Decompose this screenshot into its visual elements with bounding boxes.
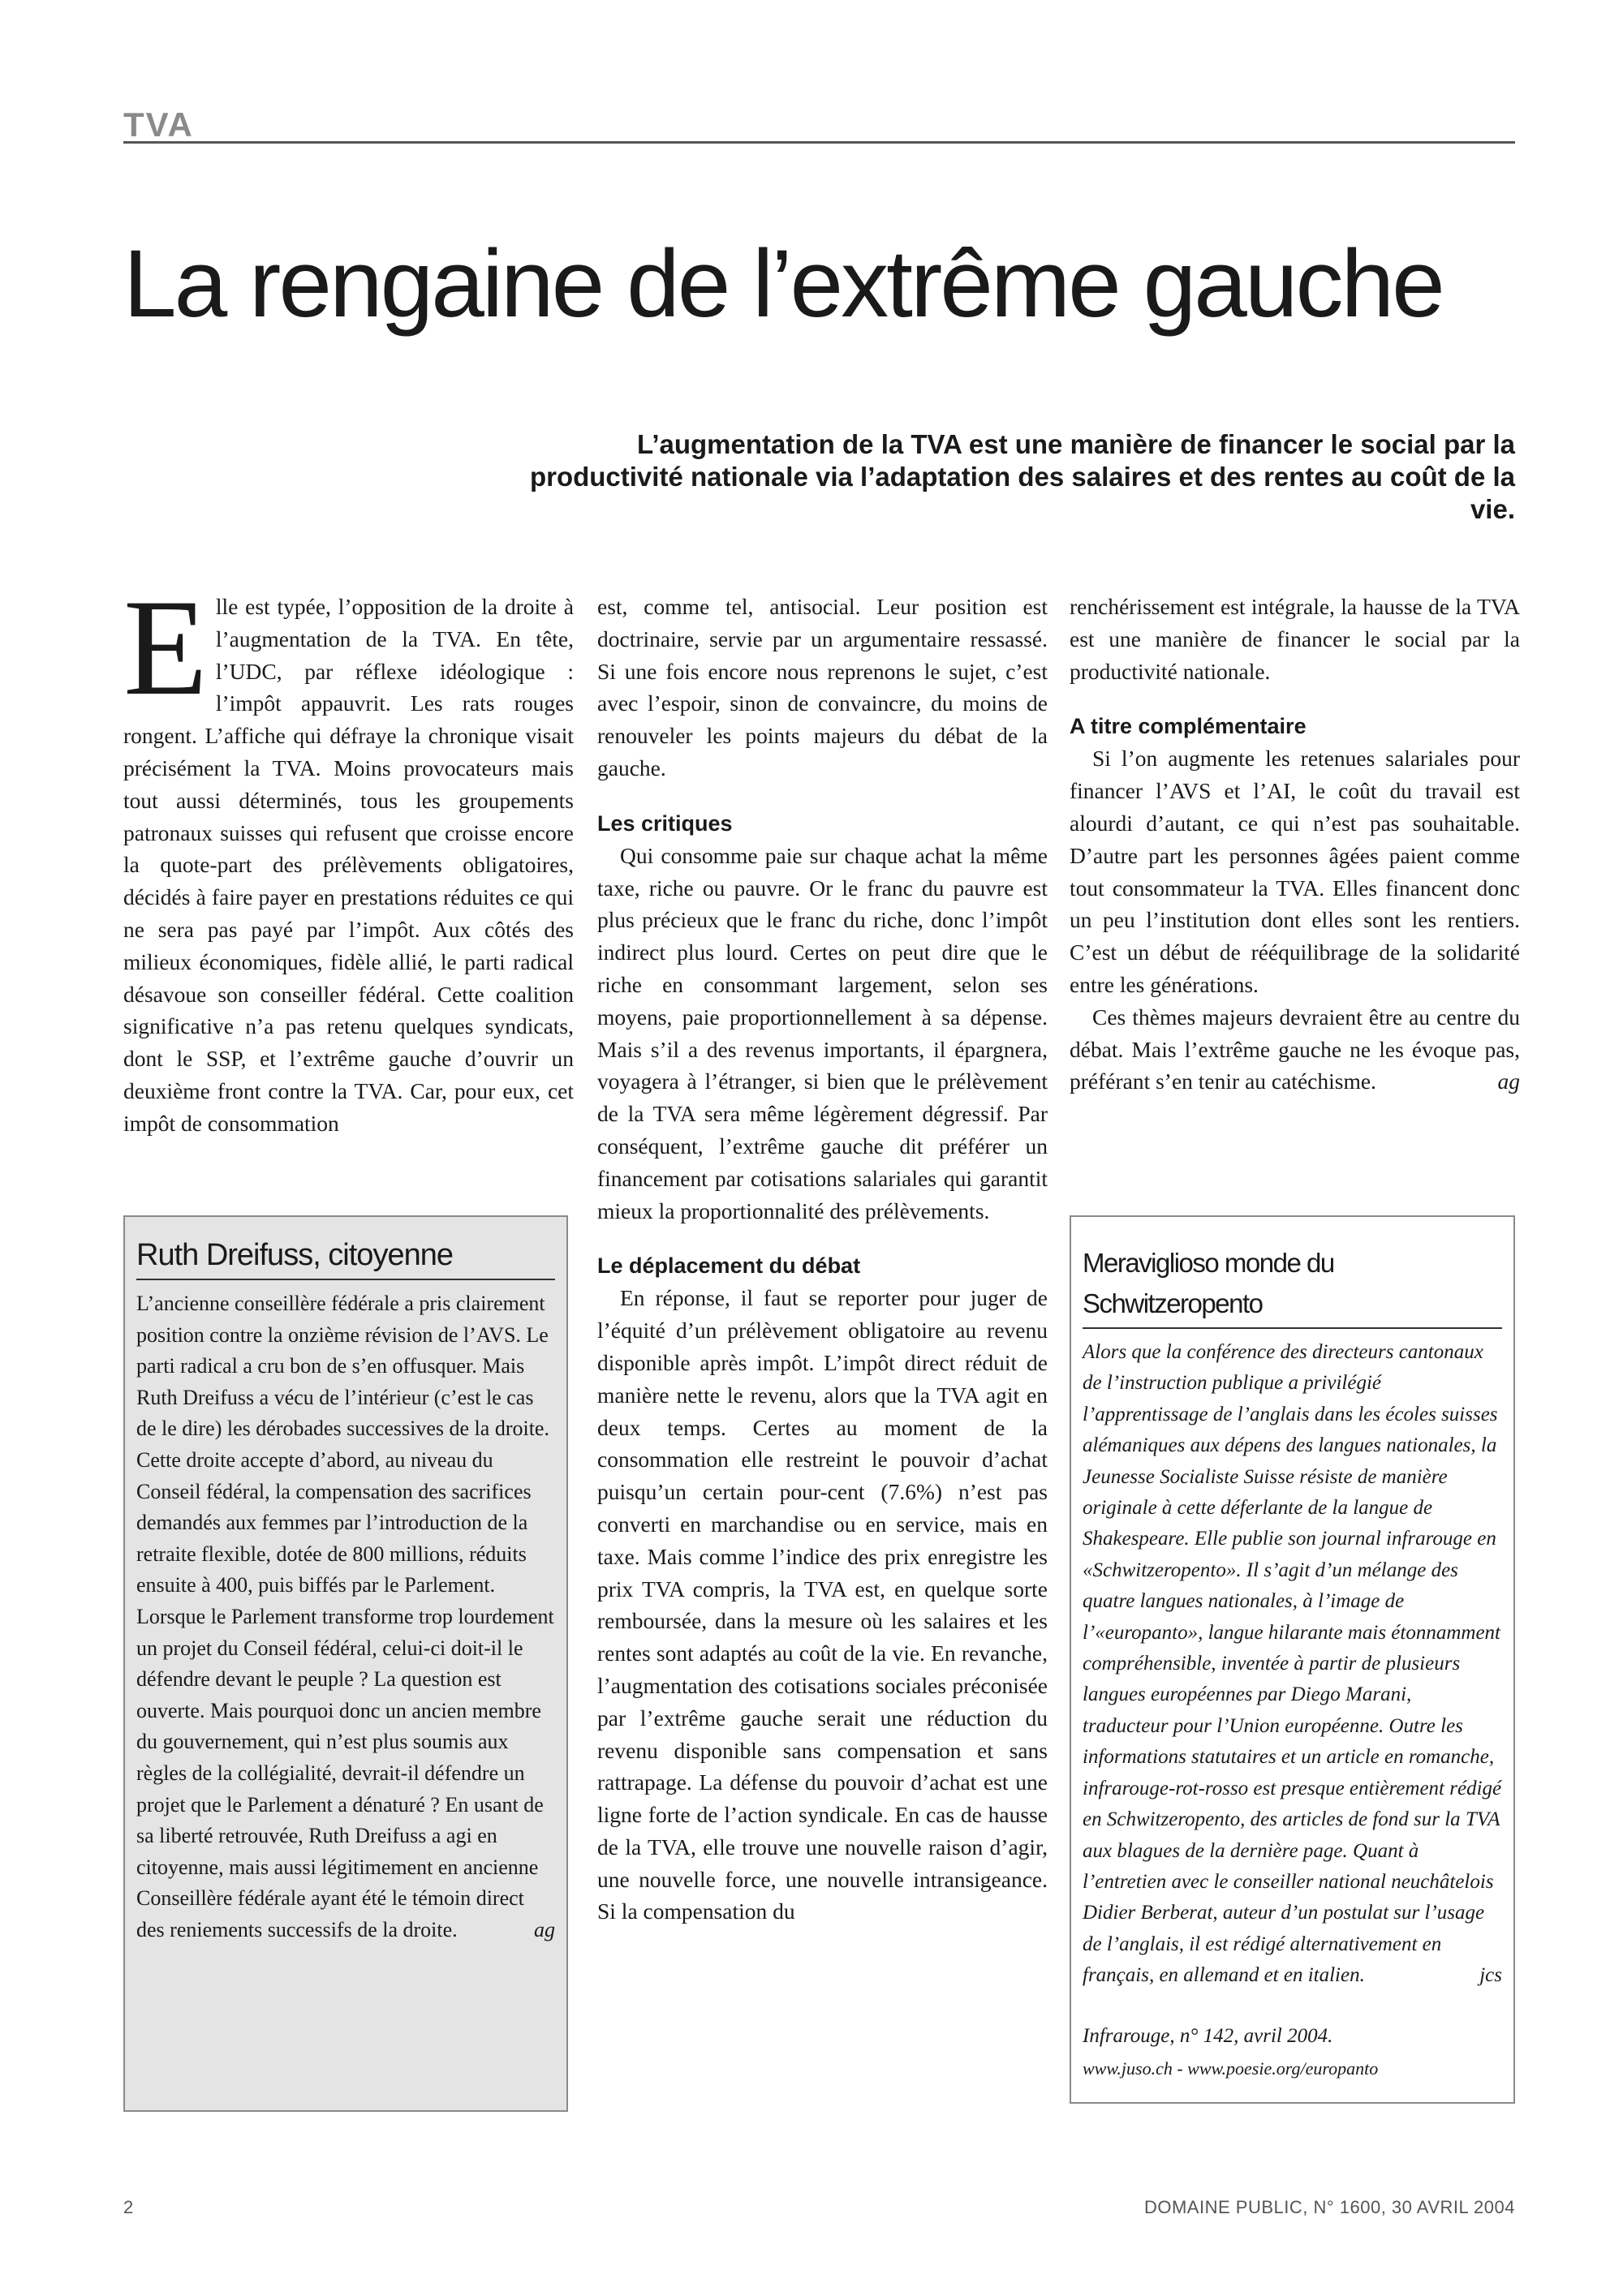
drop-cap: E bbox=[123, 571, 208, 724]
sidebar-1-signature: ag bbox=[534, 1917, 555, 1941]
paragraph-deplacement: En réponse, il faut se reporter pour juger de l’équité d’un prélèvement obligatoire au revenu disponible après impôt. L’impôt direct réduit de manière nette le revenu, alors que la TVA agit en deux temps. Certes au moment de la consommation elle restreint le pouvoir d’achat puisqu’un certain pour-cent (7.6%) n’est pas converti en marchandise ou en service, mais en taxe. Mais comme l’indice des prix enregistre les prix TVA compris, la TVA est, en quelque sorte remboursée, dans la mesure où les salaires et les rentes sont adaptés au coût de la vie. En revanche, l’augmentation des cotisations sociales préconisée par l’extrême gauche serait une réduction du revenu disponible sans compensation et sans rattrapage. La défense du pouvoir d’achat est une ligne forte de l’action syndicale. En cas de hausse de la TVA, elle trouve une nouvelle raison d’agir, une nouvelle force, une nouvelle intransigeance. Si la compensation du bbox=[597, 1285, 1048, 1924]
section-label: TVA bbox=[123, 105, 194, 144]
article-lead: L’augmentation de la TVA est une manière de financer le social par la productivité nationale via l’adaptation des salaires et des rentes au coût de la vie. bbox=[529, 429, 1515, 524]
sidebar-1-title: Ruth Dreifuss, citoyenne bbox=[136, 1235, 555, 1280]
article-signature: ag bbox=[1497, 1068, 1520, 1094]
article-column-2 bbox=[597, 591, 1048, 1928]
subhead-critiques: Les critiques bbox=[597, 810, 733, 836]
paragraph-conclusion-text: Ces thèmes majeurs devraient être au centre du débat. Mais l’extrême gauche ne les évoque pas, préférant s’en tenir au catéchisme. bbox=[1070, 1004, 1520, 1094]
subhead-complementaire: A titre complémentaire bbox=[1070, 714, 1307, 739]
sidebar-2-text bbox=[1083, 1337, 1502, 1992]
article-column-1 bbox=[123, 571, 574, 1140]
sidebar-2-title: Meraviglioso monde du Schwitzeropento bbox=[1083, 1243, 1502, 1329]
paragraph-conclusion bbox=[1070, 1001, 1520, 1098]
sidebar-1-body: L’ancienne conseillère fédérale a pris clairement position contre la onzième révision de l’AVS. Le parti radical a cru bon de s’en offusquer. Mais Ruth Dreifuss a vécu de l’intérieur (c’est le cas de le dire) les dérobades successives de la droite. Cette droite accepte d’abord, au niveau du Conseil fédéral, la compensation des sacrifices demandés aux femmes par l’introduction de la retraite flexible, dotée de 800 millions, réduits ensuite à 400, puis biffés par le Parlement. Lorsque le Parlement transforme trop lourdement un projet du Conseil fédéral, celui-ci doit-il le défendre devant le peuple ? La question est ouverte. Mais pourquoi donc un ancien membre du gouvernement, qui n’est plus soumis aux règles de la collégialité, devrait-il défendre un projet que le Parlement a dénaturé ? En usant de sa liberté retrouvée, Ruth Dreifuss a agi en citoyenne, mais aussi légitimement en ancienne Conseillère fédérale ayant été le témoin direct des reniements successifs de la droite. bbox=[136, 1292, 554, 1941]
paragraph-complementaire: Si l’on augmente les retenues salariales pour financer l’AVS et l’AI, le coût du travail est alourdi d’autant, ce qui n’est pas souhaitable. D’autre part les personnes âgées paient comme tout consommateur la TVA. Elles financent donc un peu l’institution dont elles sont les rentiers. C’est un début de rééquilibrage de la solidarité entre les générations. bbox=[1070, 746, 1520, 997]
paragraph-intro bbox=[123, 571, 574, 1140]
sidebar-2-links[interactable]: www.juso.ch - www.poesie.org/europanto bbox=[1083, 2057, 1379, 2079]
paragraph-renchérissement: renchérissement est intégrale, la hausse de la TVA est une manière de financer le social par la productivité nationale. bbox=[1070, 594, 1520, 684]
paragraph-continued: est, comme tel, antisocial. Leur position est doctrinaire, servie par un argumentaire ressassé. Si une fois encore nous reprenons le sujet, c’est avec l’espoir, sinon de convaincre, du moins de renouveler les points majeurs du débat de la gauche. bbox=[597, 594, 1048, 780]
page-number: 2 bbox=[123, 2197, 134, 2217]
sidebar-schwitzeropento bbox=[1070, 1215, 1515, 2104]
sidebar-2-body: Alors que la conférence des directeurs cantonaux de l’instruction publique a privilégié l’apprentissage de l’anglais dans les écoles suisses alémaniques aux dépens des langues nationales, la Jeunesse Socialiste Suisse résiste de manière originale à cette déferlante de la langue de Shakespeare. Elle publie son journal infrarouge en «Schwitzeropento». Il s’agit d’un mélange des quatre langues nationales, à l’image de l’«europanto», langue hilarante mais étonnamment compréhensible, inventée à partir de plusieurs langues européennes par Diego Marani, traducteur pour l’Union européenne. Outre les informations statutaires et un article en romanche, infrarouge-rot-rosso est presque entièrement rédigé en Schwitzeropento, des articles de fond sur la TVA aux blagues de la dernière page. Quant à l’entretien avec le conseiller national neuchâtelois Didier Berberat, auteur d’un postulat sur l’usage de l’anglais, il est rédigé alternativement en français, en allemand et en italien. bbox=[1083, 1341, 1502, 1987]
publication-info: DOMAINE PUBLIC, N° 1600, 30 AVRIL 2004 bbox=[1143, 2197, 1515, 2217]
article-column-3 bbox=[1070, 591, 1520, 1098]
paragraph-critiques: Qui consomme paie sur chaque achat la même taxe, riche ou pauvre. Or le franc du pauvre est plus précieux que le franc du riche, donc l’impôt indirect plus lourd. Certes on peut dire que le riche en consommant largement, selon ses moyens, paie proportionnellement à sa dépense. Mais s’il a des revenus importants, il épargnera, voyagera à l’étranger, si bien que le prélèvement de la TVA sera même légèrement dégressif. Par conséquent, l’extrême gauche dit préférer un financement par cotisations salariales qui garantit mieux la proportionnalité des prélèvements. bbox=[597, 842, 1048, 1223]
sidebar-ruth-dreifuss bbox=[123, 1215, 568, 2112]
sidebar-1-text bbox=[136, 1288, 555, 1946]
paragraph-intro-text: lle est typée, l’opposition de la droite à l’augmentation de la TVA. En tête, l’UDC, par réflexe idéologique : l’impôt appauvrit. Les rats rouges rongent. L’affiche qui défraye la chronique visait précisément la TVA. Moins provocateurs mais tout aussi déterminés, tous les groupements patronaux suisses qui refusent que croisse encore la quote-part des prélèvements obligatoires, décidés à faire payer en prestations réduites ce qui ne sera pas payé par l’impôt. Aux côtés des milieux économiques, fidèle allié, le parti radical désavoue son conseiller fédéral. Cette coalition significative n’a pas retenu quelques syndicats, dont le SSP, et l’extrême gauche d’ouvrir un deuxième front contre la TVA. Car, pour eux, cet impôt de consommation bbox=[123, 594, 574, 1136]
article-title: La rengaine de l’extrême gauche bbox=[123, 230, 1443, 338]
subhead-deplacement: Le déplacement du débat bbox=[597, 1253, 861, 1279]
sidebar-2-signature: jcs bbox=[1479, 1964, 1502, 1987]
header-rule bbox=[123, 141, 1515, 144]
sidebar-2-source: Infrarouge, n° 142, avril 2004. bbox=[1083, 2024, 1333, 2047]
